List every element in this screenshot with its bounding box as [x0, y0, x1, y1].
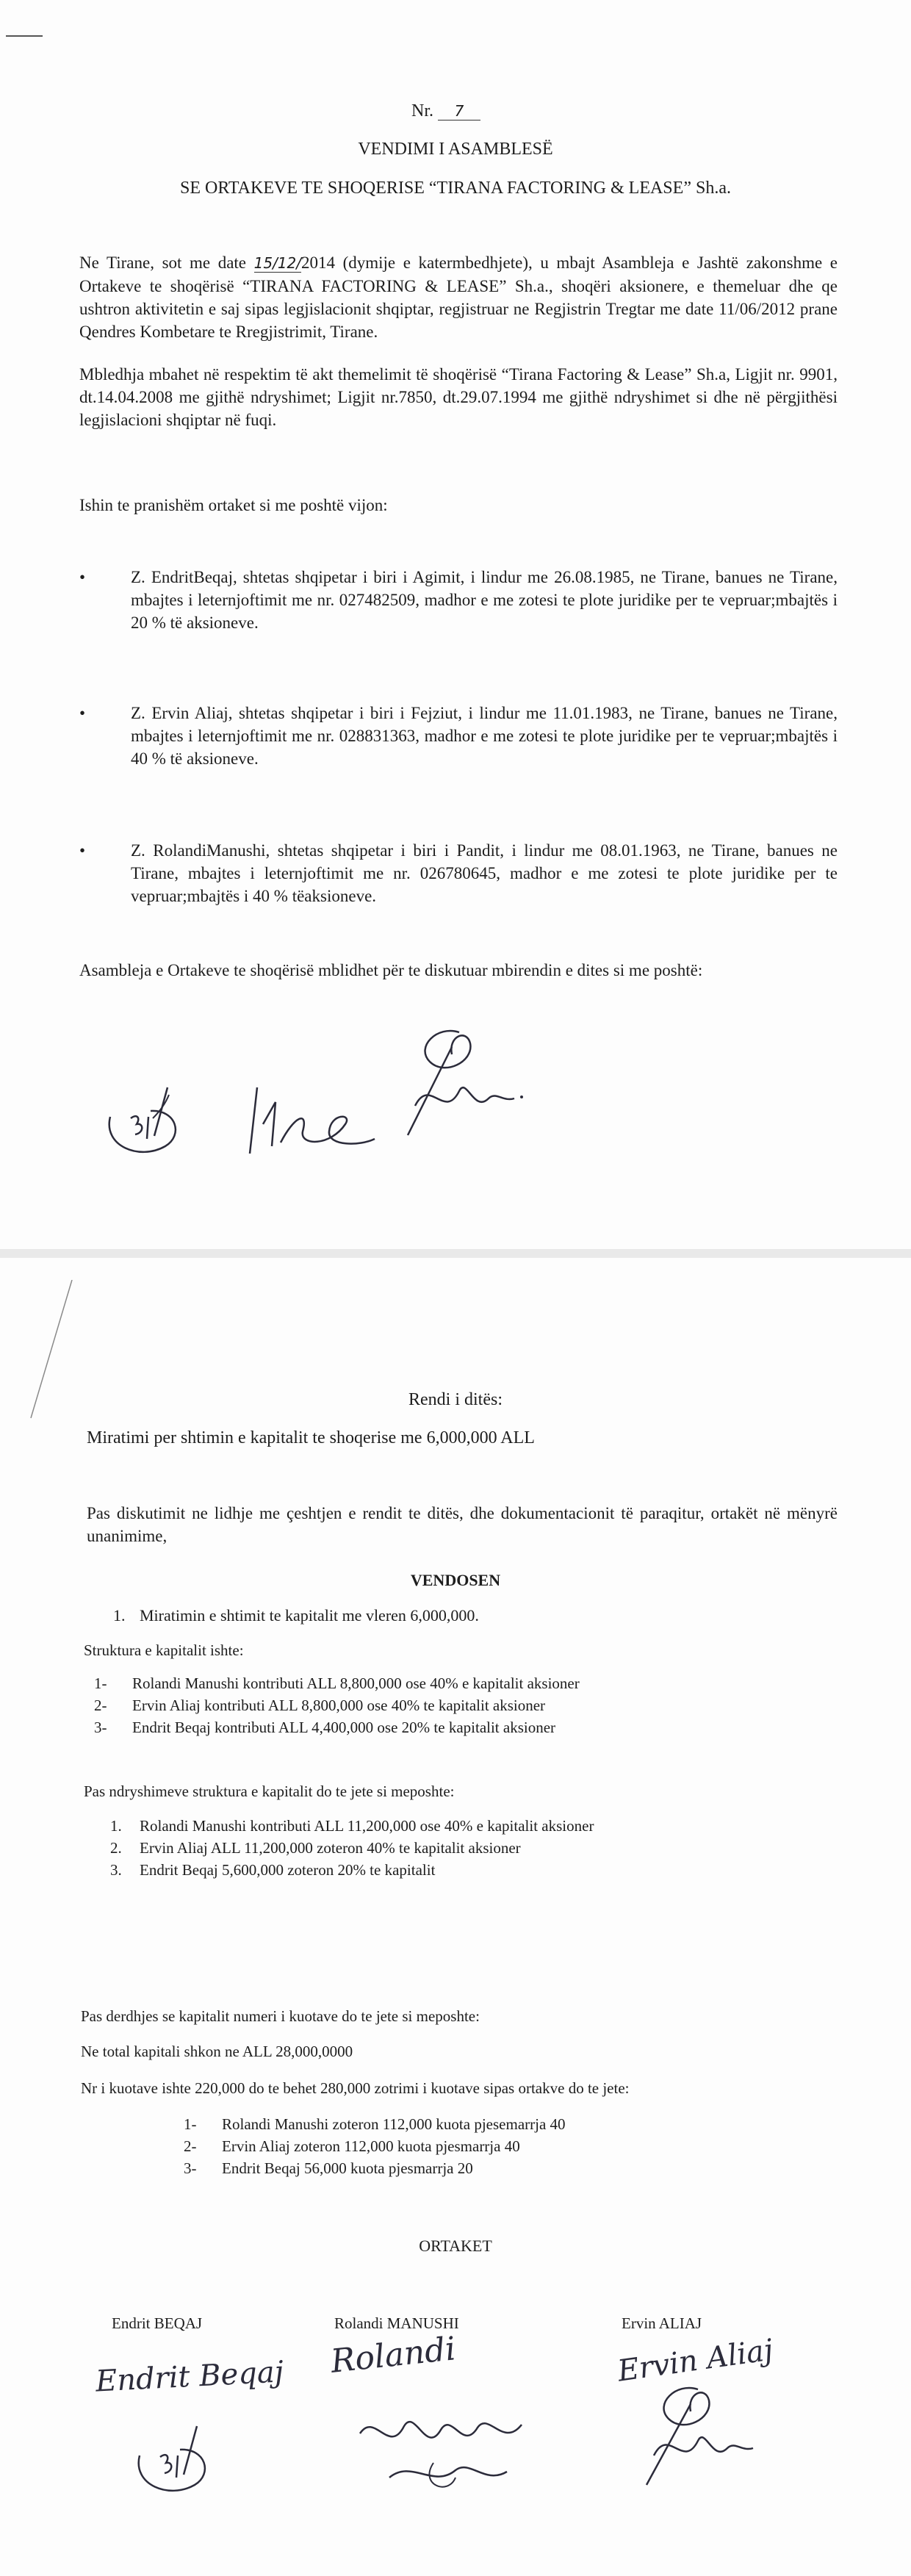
- intro-text: 2014 (dymije e katermbedhjete), u mbajt Asambleja e Jashtë zakonshme e Ortakeve te shoqërisë “TIRANA FACTORING & LEASE” Sh.a., shoqëri aksionere, e themeluar dhe qe ushtron aktivitetin e saj sipas legjislacionit shqiptar, regjistruar ne Regjistrin Tregtar me date 11/06/2012 prane Qendres Kombetare te Rregjistrimit, Tirane.: [79, 253, 838, 341]
- decided-title: VENDOSEN: [410, 1571, 501, 1589]
- quota-change: Nr i kuotave ishte 220,000 do te behet 280,000 zotrimi i kuotave sipas ortakve do te jete:: [81, 2079, 630, 2097]
- partner-item: [79, 566, 838, 634]
- list-number: 3-: [184, 2159, 197, 2177]
- agenda-item: Miratimi per shtimin e kapitalit te shoqerise me 6,000,000 ALL: [87, 1428, 535, 1447]
- list-number: 2-: [184, 2137, 197, 2155]
- signature-rm-mark: [617, 2375, 764, 2492]
- structure-title: Struktura e kapitalit ishte:: [84, 1641, 244, 1659]
- list-text: Ervin Aliaj ALL 11,200,000 zoteron 40% te kapitalit aksioner: [140, 1839, 521, 1857]
- list-number: 3-: [94, 1719, 107, 1736]
- handwritten-signature-ea: Ervin Aliaj: [615, 2333, 776, 2389]
- list-text: Rolandi Manushi kontributi ALL 11,200,000 ose 40% e kapitalit aksioner: [140, 1817, 594, 1835]
- list-item: [184, 2157, 566, 2179]
- handwritten-signature-eb: Endrit Beqaj: [94, 2355, 285, 2399]
- list-item: [184, 2135, 566, 2157]
- signature-scribble-rm: [345, 2389, 536, 2500]
- bullet-marker: •: [79, 841, 86, 860]
- quota-title: Pas derdhjes se kapitalit numeri i kuotave do te jete si meposhte:: [81, 2007, 480, 2025]
- signatory-name: Endrit BEQAJ: [112, 2314, 203, 2332]
- partner-item: [79, 702, 838, 770]
- decision-text: Miratimin e shtimit te kapitalit me vleren 6,000,000.: [140, 1606, 479, 1625]
- signatory-name: Ervin ALIAJ: [622, 2314, 702, 2332]
- list-text: Endrit Beqaj kontributi ALL 4,400,000 ose 20% te kapitalit aksioner: [132, 1719, 556, 1736]
- list-text: Ervin Aliaj kontributi ALL 8,800,000 ose 40% te kapitalit aksioner: [132, 1697, 546, 1714]
- signature-initials-eb: [96, 1065, 198, 1168]
- structure-after-list: [110, 1815, 594, 1881]
- decision-number: 1.: [113, 1606, 126, 1625]
- partners-title: ORTAKET: [419, 2237, 492, 2255]
- list-text: Rolandi Manushi kontributi ALL 8,800,000 ose 40% e kapitalit aksioner: [132, 1674, 580, 1692]
- list-item: [110, 1815, 594, 1837]
- document-number-label: Nr.: [411, 101, 433, 120]
- total-capital: Ne total kapitali shkon ne ALL 28,000,0000: [81, 2043, 353, 2060]
- agenda-intro: Asambleja e Ortakeve te shoqërisë mblidhet për te diskutuar mbirendin e dites si me poshtë:: [79, 961, 703, 979]
- signature-initials-eb: [125, 2404, 228, 2507]
- structure-before-list: [94, 1672, 580, 1738]
- discussion-paragraph: Pas diskutimit ne lidhje me çeshtjen e rendit te ditës, dhe dokumentacionit të paraqitur, ortakët në mënyrë unanimime,: [87, 1504, 838, 1545]
- signature-initials-ea: [235, 1073, 382, 1161]
- punch-hole-mark: [6, 35, 43, 37]
- list-item: [110, 1859, 594, 1881]
- partner-item: [79, 839, 838, 907]
- partner-text: Z. RolandiManushi, shtetas shqipetar i biri i Pandit, i lindur me 08.01.1963, ne Tirane, banues ne Tirane, mbajtes i leternjoftimit me nr. 026780645, madhor e me zotesi te plote juridike per te vepruar;mbajtës i 40 % tëaksioneve.: [131, 841, 838, 905]
- document-page-1: [0, 0, 911, 1249]
- decision-item: [113, 1606, 479, 1625]
- list-number: 1-: [94, 1674, 107, 1692]
- signature-rm: [386, 1018, 533, 1143]
- list-text: Rolandi Manushi zoteron 112,000 kuota pjesemarrja 40: [222, 2115, 566, 2133]
- intro-prefix: Ne Tirane, sot me date: [79, 253, 254, 272]
- agenda-title: Rendi i ditës:: [408, 1390, 503, 1409]
- list-number: 2-: [94, 1697, 107, 1714]
- handwritten-signature-rm: Rolandi: [328, 2330, 458, 2381]
- partner-text: Z. Ervin Aliaj, shtetas shqipetar i biri i Fejziut, i lindur me 11.01.1983, ne Tirane, banues ne Tirane, mbajtes i leternjoftimit me nr. 028831363, madhor e me zotesi te plote juridike per te vepruar;mbajtës i 40 % të aksioneve.: [131, 704, 838, 768]
- list-number: 3.: [110, 1861, 122, 1879]
- document-page-2: [0, 1258, 911, 2576]
- list-item: [184, 2113, 566, 2135]
- bullet-marker: •: [79, 704, 86, 722]
- bullet-marker: •: [79, 568, 86, 586]
- intro-date-handwritten: 15/12/: [253, 254, 301, 272]
- list-text: Ervin Aliaj zoteron 112,000 kuota pjesmarrja 40: [222, 2137, 520, 2155]
- structure-after-title: Pas ndryshimeve struktura e kapitalit do te jete si meposhte:: [84, 1782, 455, 1800]
- intro-paragraph: [79, 251, 838, 343]
- document-number-value: 7: [438, 102, 480, 120]
- document-title-line1: VENDIMI I ASAMBLESË: [358, 140, 553, 159]
- page-separator: [0, 1249, 911, 1258]
- list-item: [110, 1837, 594, 1859]
- document-title-line2: SE ORTAKEVE TE SHOQERISE “TIRANA FACTORING & LEASE” Sh.a.: [180, 179, 731, 198]
- quota-list: [184, 2113, 566, 2179]
- list-item: [94, 1672, 580, 1694]
- present-intro: Ishin te pranishëm ortaket si me poshtë vijon:: [79, 496, 388, 514]
- list-number: 1.: [110, 1817, 122, 1835]
- list-number: 1-: [184, 2115, 197, 2133]
- list-number: 2.: [110, 1839, 122, 1857]
- signatory-name: Rolandi MANUSHI: [334, 2314, 459, 2332]
- list-item: [94, 1694, 580, 1716]
- partner-text: Z. EndritBeqaj, shtetas shqipetar i biri i Agimit, i lindur me 26.08.1985, ne Tirane, banues ne Tirane, mbajtes i leternjoftimit me nr. 027482509, madhor e me zotesi te plote juridike per te vepruar;mbajtës i 20 % të aksioneve.: [131, 568, 838, 632]
- document-number: [411, 101, 480, 121]
- list-item: [94, 1716, 580, 1738]
- legal-basis-paragraph: Mbledhja mbahet në respektim të akt themelimit të shoqërisë “Tirana Factoring & Lease” Sh.a, Ligjit nr. 9901, dt.14.04.2008 me gjithë ndryshimet; Ligjit nr.7850, dt.29.07.1994 me gjithë ndryshimet si dhe në përgjithësi legjislacioni shqiptar në fuqi.: [79, 365, 838, 429]
- list-text: Endrit Beqaj 5,600,000 zoteron 20% te kapitalit: [140, 1861, 436, 1879]
- list-text: Endrit Beqaj 56,000 kuota pjesmarrja 20: [222, 2159, 473, 2177]
